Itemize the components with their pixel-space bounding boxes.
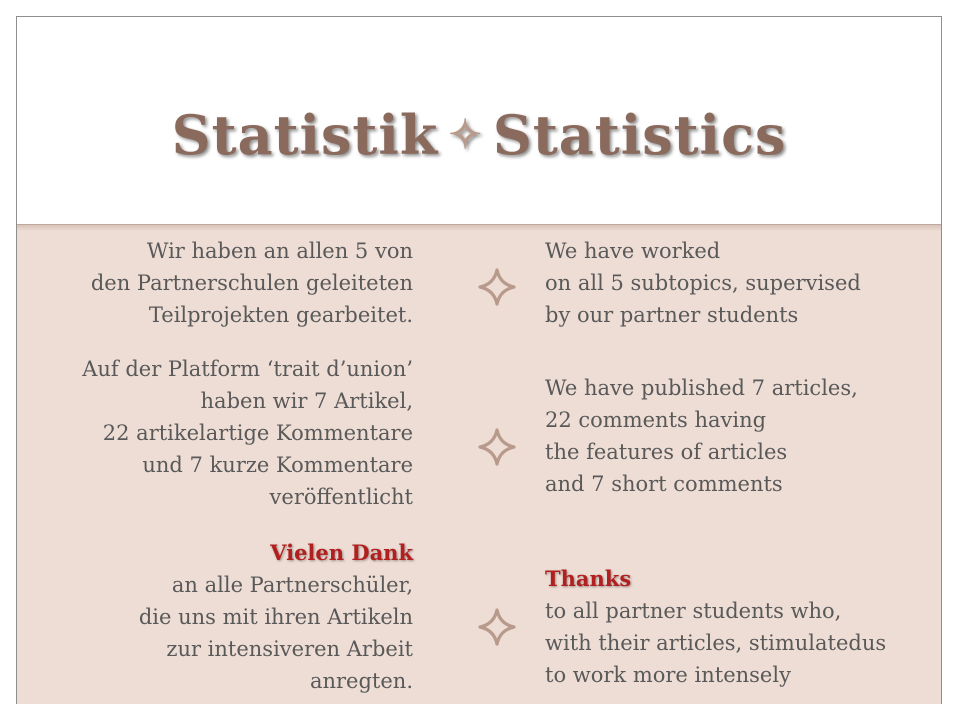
text-line: 22 comments having — [545, 408, 767, 432]
english-paragraph-2 — [545, 372, 858, 500]
english-paragraph-1 — [545, 235, 861, 331]
german-paragraph-3 — [139, 537, 413, 697]
text-line: We have published 7 articles, — [545, 376, 858, 400]
english-paragraph-3 — [545, 563, 886, 691]
text-line: zur intensiveren Arbeit — [166, 637, 413, 661]
text-line: den Partnerschulen geleiteten — [90, 271, 413, 295]
text-line: on all 5 subtopics, supervised — [545, 271, 861, 295]
vielen-dank-highlight: Vielen Dank — [270, 540, 413, 565]
four-point-star-icon — [477, 267, 517, 307]
text-line: and 7 short comments — [545, 472, 783, 496]
content-area — [17, 224, 941, 704]
title-area — [17, 17, 941, 223]
four-point-star-icon — [477, 427, 517, 467]
text-line: Wir haben an allen 5 von — [146, 239, 413, 263]
text-line: anregten. — [309, 669, 413, 693]
text-line: to work more intensely — [545, 663, 791, 687]
thanks-highlight: Thanks — [545, 566, 632, 591]
title-english: Statistics — [492, 103, 787, 167]
text-line: haben wir 7 Artikel, — [200, 389, 413, 413]
four-point-star-icon — [477, 607, 517, 647]
slide-title — [17, 103, 941, 167]
text-line: und 7 kurze Kommentare — [142, 453, 413, 477]
text-line: to all partner students who, — [545, 599, 842, 623]
text-line: the features of articles — [545, 440, 788, 464]
text-line: by our partner students — [545, 303, 799, 327]
text-line: die uns mit ihren Artikeln — [138, 605, 413, 629]
title-separator-icon: ✧ — [448, 111, 483, 158]
title-german: Statistik — [171, 103, 439, 167]
text-line: Teilprojekten gearbeitet. — [148, 303, 413, 327]
text-line: veröffentlicht — [269, 485, 413, 509]
text-line: We have worked — [545, 239, 721, 263]
german-paragraph-2 — [82, 353, 413, 513]
text-line: an alle Partnerschüler, — [171, 573, 413, 597]
text-line: 22 artikelartige Kommentare — [102, 421, 413, 445]
text-line: Auf der Platform ‘trait d’union’ — [82, 357, 413, 381]
german-paragraph-1 — [91, 235, 413, 331]
text-line: with their articles, stimulatedus — [545, 631, 887, 655]
